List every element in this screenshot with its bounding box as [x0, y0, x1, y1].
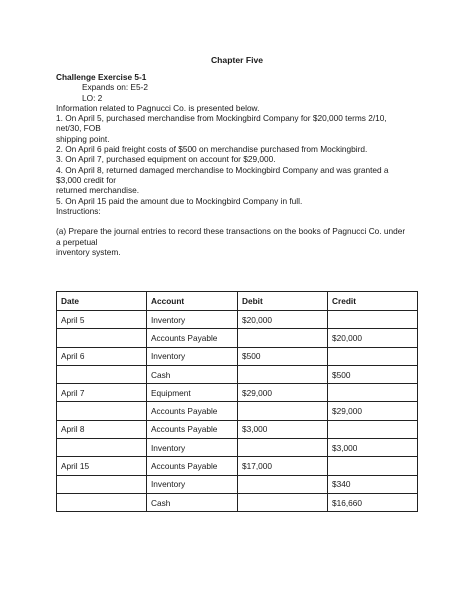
- cell-account: Accounts Payable: [147, 420, 238, 438]
- expands-on-text: Expands on: E5-2: [82, 82, 148, 93]
- cell-date: April 7: [57, 384, 147, 402]
- cell-credit: [328, 311, 418, 329]
- table-row: [57, 475, 418, 493]
- cell-date: April 8: [57, 420, 147, 438]
- exercise-title: Challenge Exercise 5-1: [56, 72, 147, 82]
- table-row: [57, 439, 418, 457]
- cell-date: [57, 493, 147, 511]
- part-a-line-3: inventory system.: [56, 247, 121, 258]
- header-date: Date: [57, 292, 147, 311]
- cell-date: April 6: [57, 347, 147, 365]
- item-1-line-1: 1. On April 5, purchased merchandise from Mockingbird Company for $20,000 terms 2/10,: [56, 113, 387, 124]
- cell-credit: $16,660: [328, 493, 418, 511]
- chapter-title: Chapter Five: [210, 55, 264, 65]
- table-row: [57, 420, 418, 438]
- table-row: [57, 329, 418, 347]
- cell-debit: $500: [238, 347, 328, 365]
- part-a-line-1: (a) Prepare the journal entries to record these transactions on the books of Pagnucci Co. under: [56, 226, 406, 237]
- cell-account: Inventory: [147, 347, 238, 365]
- exercise-text: [56, 72, 416, 257]
- cell-account: Cash: [147, 493, 238, 511]
- cell-account: Inventory: [147, 439, 238, 457]
- item-3: 3. On April 7, purchased equipment on account for $29,000.: [56, 154, 276, 165]
- item-4-line-2: $3,000 credit for: [56, 174, 116, 185]
- header-credit: Credit: [328, 292, 418, 311]
- item-1-line-2: net/30, FOB: [56, 123, 101, 134]
- cell-date: [57, 475, 147, 493]
- cell-date: [57, 439, 147, 457]
- cell-date: [57, 402, 147, 420]
- table-row: [57, 365, 418, 383]
- header-debit: Debit: [238, 292, 328, 311]
- cell-debit: [238, 365, 328, 383]
- cell-credit: [328, 347, 418, 365]
- cell-date: April 15: [57, 457, 147, 475]
- cell-credit: [328, 420, 418, 438]
- item-1-line-3: shipping point.: [56, 133, 110, 144]
- cell-debit: [238, 439, 328, 457]
- cell-debit: [238, 329, 328, 347]
- instructions-heading: Instructions:: [56, 205, 101, 216]
- cell-debit: [238, 493, 328, 511]
- cell-date: [57, 365, 147, 383]
- table-row: [57, 457, 418, 475]
- cell-credit: [328, 384, 418, 402]
- item-5: 5. On April 15 paid the amount due to Mockingbird Company in full.: [56, 195, 303, 206]
- cell-date: April 5: [57, 311, 147, 329]
- cell-account: Accounts Payable: [147, 402, 238, 420]
- intro-text: Information related to Pagnucci Co. is presented below.: [56, 102, 260, 113]
- cell-debit: $3,000: [238, 420, 328, 438]
- cell-credit: $340: [328, 475, 418, 493]
- cell-debit: [238, 402, 328, 420]
- table-row: [57, 402, 418, 420]
- header-account: Account: [147, 292, 238, 311]
- item-2: 2. On April 6 paid freight costs of $500 on merchandise purchased from Mockingbird.: [56, 144, 368, 155]
- journal-entries-table: [56, 291, 418, 512]
- part-a-line-2: a perpetual: [56, 236, 98, 247]
- item-4-line-3: returned merchandise.: [56, 185, 140, 196]
- cell-account: Inventory: [147, 475, 238, 493]
- cell-debit: $29,000: [238, 384, 328, 402]
- table-header-row: [57, 292, 418, 311]
- table-row: [57, 347, 418, 365]
- item-4-line-1: 4. On April 8, returned damaged merchandise to Mockingbird Company and was granted a: [56, 164, 389, 175]
- table-row: [57, 384, 418, 402]
- cell-credit: $29,000: [328, 402, 418, 420]
- learning-objective-text: LO: 2: [82, 92, 103, 103]
- blank-line: [56, 216, 416, 226]
- cell-credit: $20,000: [328, 329, 418, 347]
- cell-debit: [238, 475, 328, 493]
- cell-account: Equipment: [147, 384, 238, 402]
- cell-debit: $17,000: [238, 457, 328, 475]
- cell-account: Inventory: [147, 311, 238, 329]
- cell-date: [57, 329, 147, 347]
- cell-credit: $500: [328, 365, 418, 383]
- cell-account: Accounts Payable: [147, 457, 238, 475]
- cell-account: Cash: [147, 365, 238, 383]
- cell-credit: [328, 457, 418, 475]
- cell-debit: $20,000: [238, 311, 328, 329]
- table-row: [57, 493, 418, 511]
- cell-credit: $3,000: [328, 439, 418, 457]
- cell-account: Accounts Payable: [147, 329, 238, 347]
- table-row: [57, 311, 418, 329]
